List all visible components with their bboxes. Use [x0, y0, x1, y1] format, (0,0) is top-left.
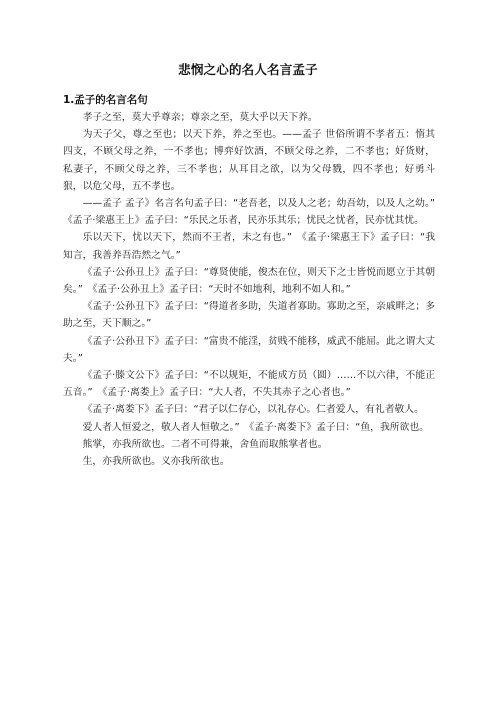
paragraph: 生，亦我所欲也。义亦我所欲也。	[82, 456, 230, 468]
paragraph: 为天子父，尊之至也；以天下养，养之至也。——孟子 世俗所谓不孝者五：惰其四支，不顾父母之养，一不孝也；博弈好饮酒，不顾父母之养，二不孝也；好货财，私妻子，不顾父母之养，三不孝也；从耳目之欲，以为父母戮，四不孝也；好勇斗狠，以危父母，五不孝也。	[63, 129, 435, 192]
paragraph: 《孟子·公孙丑上》孟子曰：“尊贤使能，俊杰在位，则天下之士皆悦而愿立于其朝矣。” 《孟子·公孙丑上》孟子曰：“天时不如地利，地利不如人和。”	[63, 266, 435, 296]
document-body	[63, 92, 445, 470]
paragraph: 《孟子·离娄下》孟子曰：“君子以仁存心，以礼存心。仁者爱人，有礼者敬人。	[82, 404, 424, 416]
paragraph: 熊掌，亦我所欲也。二者不可得兼，舍鱼而取熊掌者也。	[82, 438, 328, 450]
paragraph: 《孟子·公孙丑下》孟子曰：“得道者多助，失道者寡助。寡助之至，亲戚畔之；多助之至，天下顺之。”	[63, 301, 435, 330]
paragraph: 爱人者人恒爱之，敬人者人恒敬之。” 《孟子·离娄下》孟子曰：“鱼，我所欲也。	[82, 421, 429, 433]
paragraph: 孝子之至，莫大乎尊亲；尊亲之至，莫大乎以天下养。	[82, 112, 318, 123]
paragraph: 《孟子·滕文公下》孟子曰：“不以规矩，不能成方员（圆）……不以六律，不能正五音。” 《孟子·离娄上》孟子曰：“大人者，不失其赤子之心者也。”	[63, 370, 435, 399]
section-heading: 1.孟子的名言名句	[63, 94, 148, 106]
document-title: 悲悯之心的名人名言孟子	[178, 62, 318, 77]
paragraph: 《孟子·公孙丑下》孟子曰：“富贵不能淫，贫贱不能移，威武不能屈。此之谓大丈夫。”	[63, 335, 435, 364]
paragraph: ——孟子 孟子》名言名句孟子曰：“老吾老，以及人之老；幼吾幼，以及人之幼。” 《孟子·梁惠王上》孟子曰：“乐民之乐者，民亦乐其乐；忧民之忧者，民亦忧其忧。	[63, 198, 445, 227]
paragraph: 乐以天下，忧以天下，然而不王者，未之有也。” 《孟子·梁惠王下》孟子曰：“我知言，我善养吾浩然之气。”	[63, 232, 435, 261]
